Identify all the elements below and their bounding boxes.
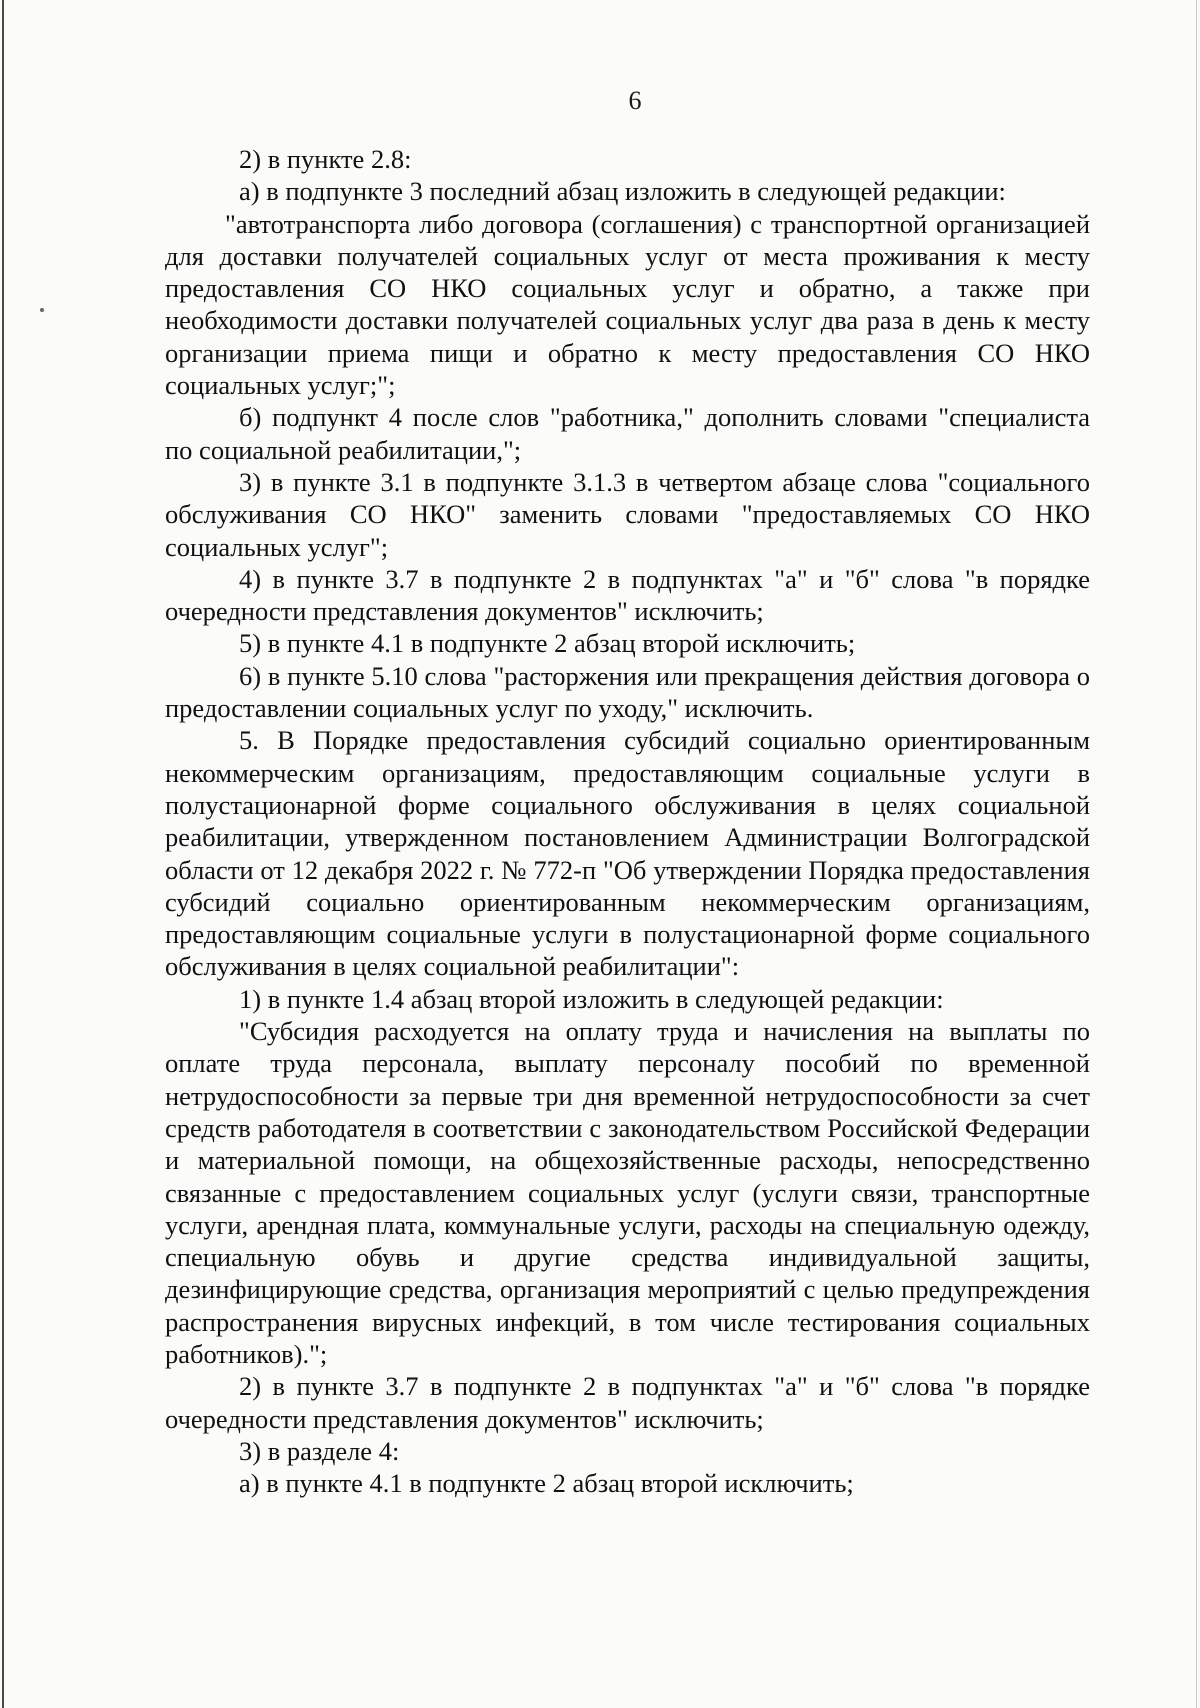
paragraph-item-4: 4) в пункте 3.7 в подпункте 2 в подпунктах "а" и "б" слова "в порядке очередности представления документов" исключить; bbox=[165, 563, 1090, 627]
paragraph-subitem-b: б) подпункт 4 после слов "работника," дополнить словами "специалиста по социальной реабилитации,"; bbox=[165, 402, 1090, 465]
document-body bbox=[165, 143, 1090, 1499]
paragraph-quoted-transport: "автотранспорта либо договора (соглашения) с транспортной организацией для доставки получателей социальных услуг от места проживания к месту предоставления СО НКО социальных услуг и обратно, а также при необходимости доставки получателей социальных услуг два раза в день к месту организации приема пищи и обратно к месту предоставления СО НКО социальных услуг;"; bbox=[165, 208, 1090, 401]
paragraph-item-2-intro: 2) в пункте 2.8: bbox=[239, 144, 412, 174]
paragraph-s5-item-1: 1) в пункте 1.4 абзац второй изложить в следующей редакции: bbox=[239, 983, 944, 1014]
scan-speck bbox=[40, 308, 44, 312]
paragraph-item-5: 5) в пункте 4.1 в подпункте 2 абзац второй исключить; bbox=[239, 628, 856, 659]
scan-edge-left bbox=[2, 0, 4, 1708]
paragraph-subitem-a: а) в подпункте 3 последний абзац изложить в следующей редакции: bbox=[239, 176, 1006, 207]
paragraph-item-6: 6) в пункте 5.10 слова "расторжения или прекращения действия договора о предоставлении социальных услуг по уходу," исключить. bbox=[165, 660, 1090, 724]
paragraph-section-5: 5. В Порядке предоставления субсидий социально ориентированным некоммерческим организациям, предоставляющим социальные услуги в полустационарной форме социального обслуживания в целях социальной реабилитации, утвержденном постановлением Администрации Волгоградской области от 12 декабря 2022 г. № 772-п "Об утверждении Порядка предоставления субсидий социально ориентированным некоммерческим организациям, предоставляющим социальные услуги в полустационарной форме социального обслуживания в целях социальной реабилитации": bbox=[165, 725, 1090, 982]
paragraph-item-3: 3) в пункте 3.1 в подпункте 3.1.3 в четвертом абзаце слова "социального обслуживания СО НКО" заменить словами "предоставляемых СО НКО социальных услуг"; bbox=[165, 466, 1090, 562]
paragraph-s5-subitem-a: а) в пункте 4.1 в подпункте 2 абзац второй исключить; bbox=[239, 1468, 854, 1499]
paragraph-s5-item-2: 2) в пункте 3.7 в подпункте 2 в подпунктах "а" и "б" слова "в порядке очередности представления документов" исключить; bbox=[165, 1371, 1090, 1434]
paragraph-s5-item-3: 3) в разделе 4: bbox=[239, 1435, 400, 1466]
page-number: 6 bbox=[628, 86, 642, 115]
scan-edge-right bbox=[1196, 0, 1197, 1708]
paragraph-quoted-subsidy: "Субсидия расходуется на оплату труда и начисления на выплаты по оплате труда персонала, выплату персоналу пособий по временной нетрудоспособности за первые три дня временной нетрудоспособности за счет средств работодателя в соответствии с законодательством Российской Федерации и материальной помощи, на общехозяйственные расходы, непосредственно связанные с предоставлением социальных услуг (услуги связи, транспортные услуги, арендная плата, коммунальные услуги, расходы на специальную одежду, специальную обувь и другие средства индивидуальной защиты, дезинфицирующие средства, организация мероприятий с целью предупреждения распространения вирусных инфекций, в том числе тестирования социальных работников)."; bbox=[165, 1016, 1090, 1369]
